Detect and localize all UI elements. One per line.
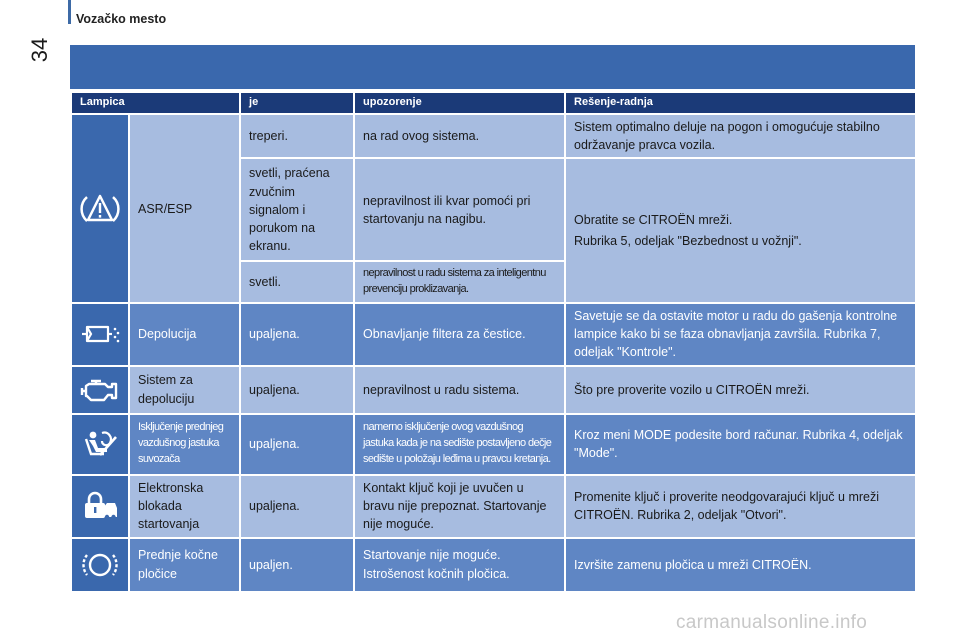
row-solution: Kroz meni MODE podesite bord računar. Rubrika 4, odeljak "Mode". xyxy=(565,414,916,475)
table-row xyxy=(71,538,916,592)
asr-cause-3: nepravilnost u radu sistema za inteligentnu prevenciju proklizavanja. xyxy=(354,261,565,303)
row-icon-cell xyxy=(71,475,129,538)
asr-cause-1: na rad ovog sistema. xyxy=(354,114,565,158)
section-title: Vozačko mesto xyxy=(76,12,167,26)
row-cause: Obnavljanje filtera za čestice. xyxy=(354,303,565,365)
table-row xyxy=(71,366,916,414)
row-icon-cell xyxy=(71,538,129,592)
header-je: je xyxy=(240,92,354,114)
row-state: upaljena. xyxy=(240,475,354,538)
row-state: upaljena. xyxy=(240,366,354,414)
asr-solution-line-1: Obratite se CITROËN mreži. xyxy=(574,213,733,228)
asr-solution-1: Sistem optimalno deluje na pogon i omogućuje stabilno održavanje pravca vozila. xyxy=(565,114,916,158)
row-name: Depolucija xyxy=(129,303,240,365)
asr-state-1: treperi. xyxy=(240,114,354,158)
row-cause: Kontakt ključ koji je uvučen u bravu nije prepoznat. Startovanje nije moguće. xyxy=(354,475,565,538)
table-row xyxy=(71,303,916,365)
row-cause: nepravilnost u radu sistema. xyxy=(354,366,565,414)
brake-pads-icon xyxy=(79,547,121,583)
row-name: Elektronska blokada startovanja xyxy=(129,475,240,538)
row-icon-cell xyxy=(71,366,129,414)
row-state: upaljena. xyxy=(240,303,354,365)
asr-solution-line-2: Rubrika 5, odeljak "Bezbednost u vožnji". xyxy=(574,234,802,249)
row-solution: Promenite ključ i proverite neodgovarajući ključ u mreži CITROËN. Rubrika 2, odeljak "Otvori". xyxy=(565,475,916,538)
table-row xyxy=(71,114,916,158)
triangle-warning-icon xyxy=(79,191,121,227)
header-lampica: Lampica xyxy=(71,92,240,114)
row-solution: Izvršite zamenu pločica u mreži CITROËN. xyxy=(565,538,916,592)
header-resenje: Rešenje-radnja xyxy=(565,92,916,114)
exhaust-filter-icon xyxy=(78,321,122,347)
asr-solution-2 xyxy=(565,158,916,303)
watermark: carmanualsonline.info xyxy=(676,612,868,633)
table-row xyxy=(71,475,916,538)
asr-state-2: svetli, praćena zvučnim signalom i porukom na ekranu. xyxy=(240,158,354,261)
row-solution: Savetuje se da ostavite motor u radu do gašenja kontrolne lampice kako bi se faza obnavljanja završila. Rubrika 7, odeljak "Kontrole". xyxy=(565,303,916,365)
row-icon-cell xyxy=(71,303,129,365)
side-rule xyxy=(68,0,71,24)
row-cause: Startovanje nije moguće. Istrošenost kočnih pločica. xyxy=(354,538,565,592)
table-header-row xyxy=(71,92,916,114)
warning-lights-table xyxy=(70,91,917,593)
asr-cause-2: nepravilnost ili kvar pomoći pri startovanju na nagibu. xyxy=(354,158,565,261)
asr-state-3: svetli. xyxy=(240,261,354,303)
row-name: Prednje kočne pločice xyxy=(129,538,240,592)
header-upozorenje: upozorenje xyxy=(354,92,565,114)
row-name: Sistem za depoluciju xyxy=(129,366,240,414)
row-state: upaljen. xyxy=(240,538,354,592)
table-banner xyxy=(70,45,915,89)
padlock-car-icon xyxy=(79,490,121,522)
engine-icon xyxy=(79,375,121,405)
table-row xyxy=(71,414,916,475)
row-state: upaljena. xyxy=(240,414,354,475)
row-name: Isključenje prednjeg vazdušnog jastuka suvozača xyxy=(129,414,240,475)
row-icon-cell xyxy=(71,414,129,475)
row-solution: Što pre proverite vozilo u CITROËN mreži. xyxy=(565,366,916,414)
page-number: 34 xyxy=(27,37,52,63)
asr-name: ASR/ESP xyxy=(129,114,240,303)
row-cause: namerno isključenje ovog vazdušnog jastuka kada je na sedište postavljeno dečje sedište u položaju leđima u pravcu kretanja. xyxy=(354,414,565,475)
asr-icon-cell xyxy=(71,114,129,303)
airbag-off-icon xyxy=(80,427,120,461)
